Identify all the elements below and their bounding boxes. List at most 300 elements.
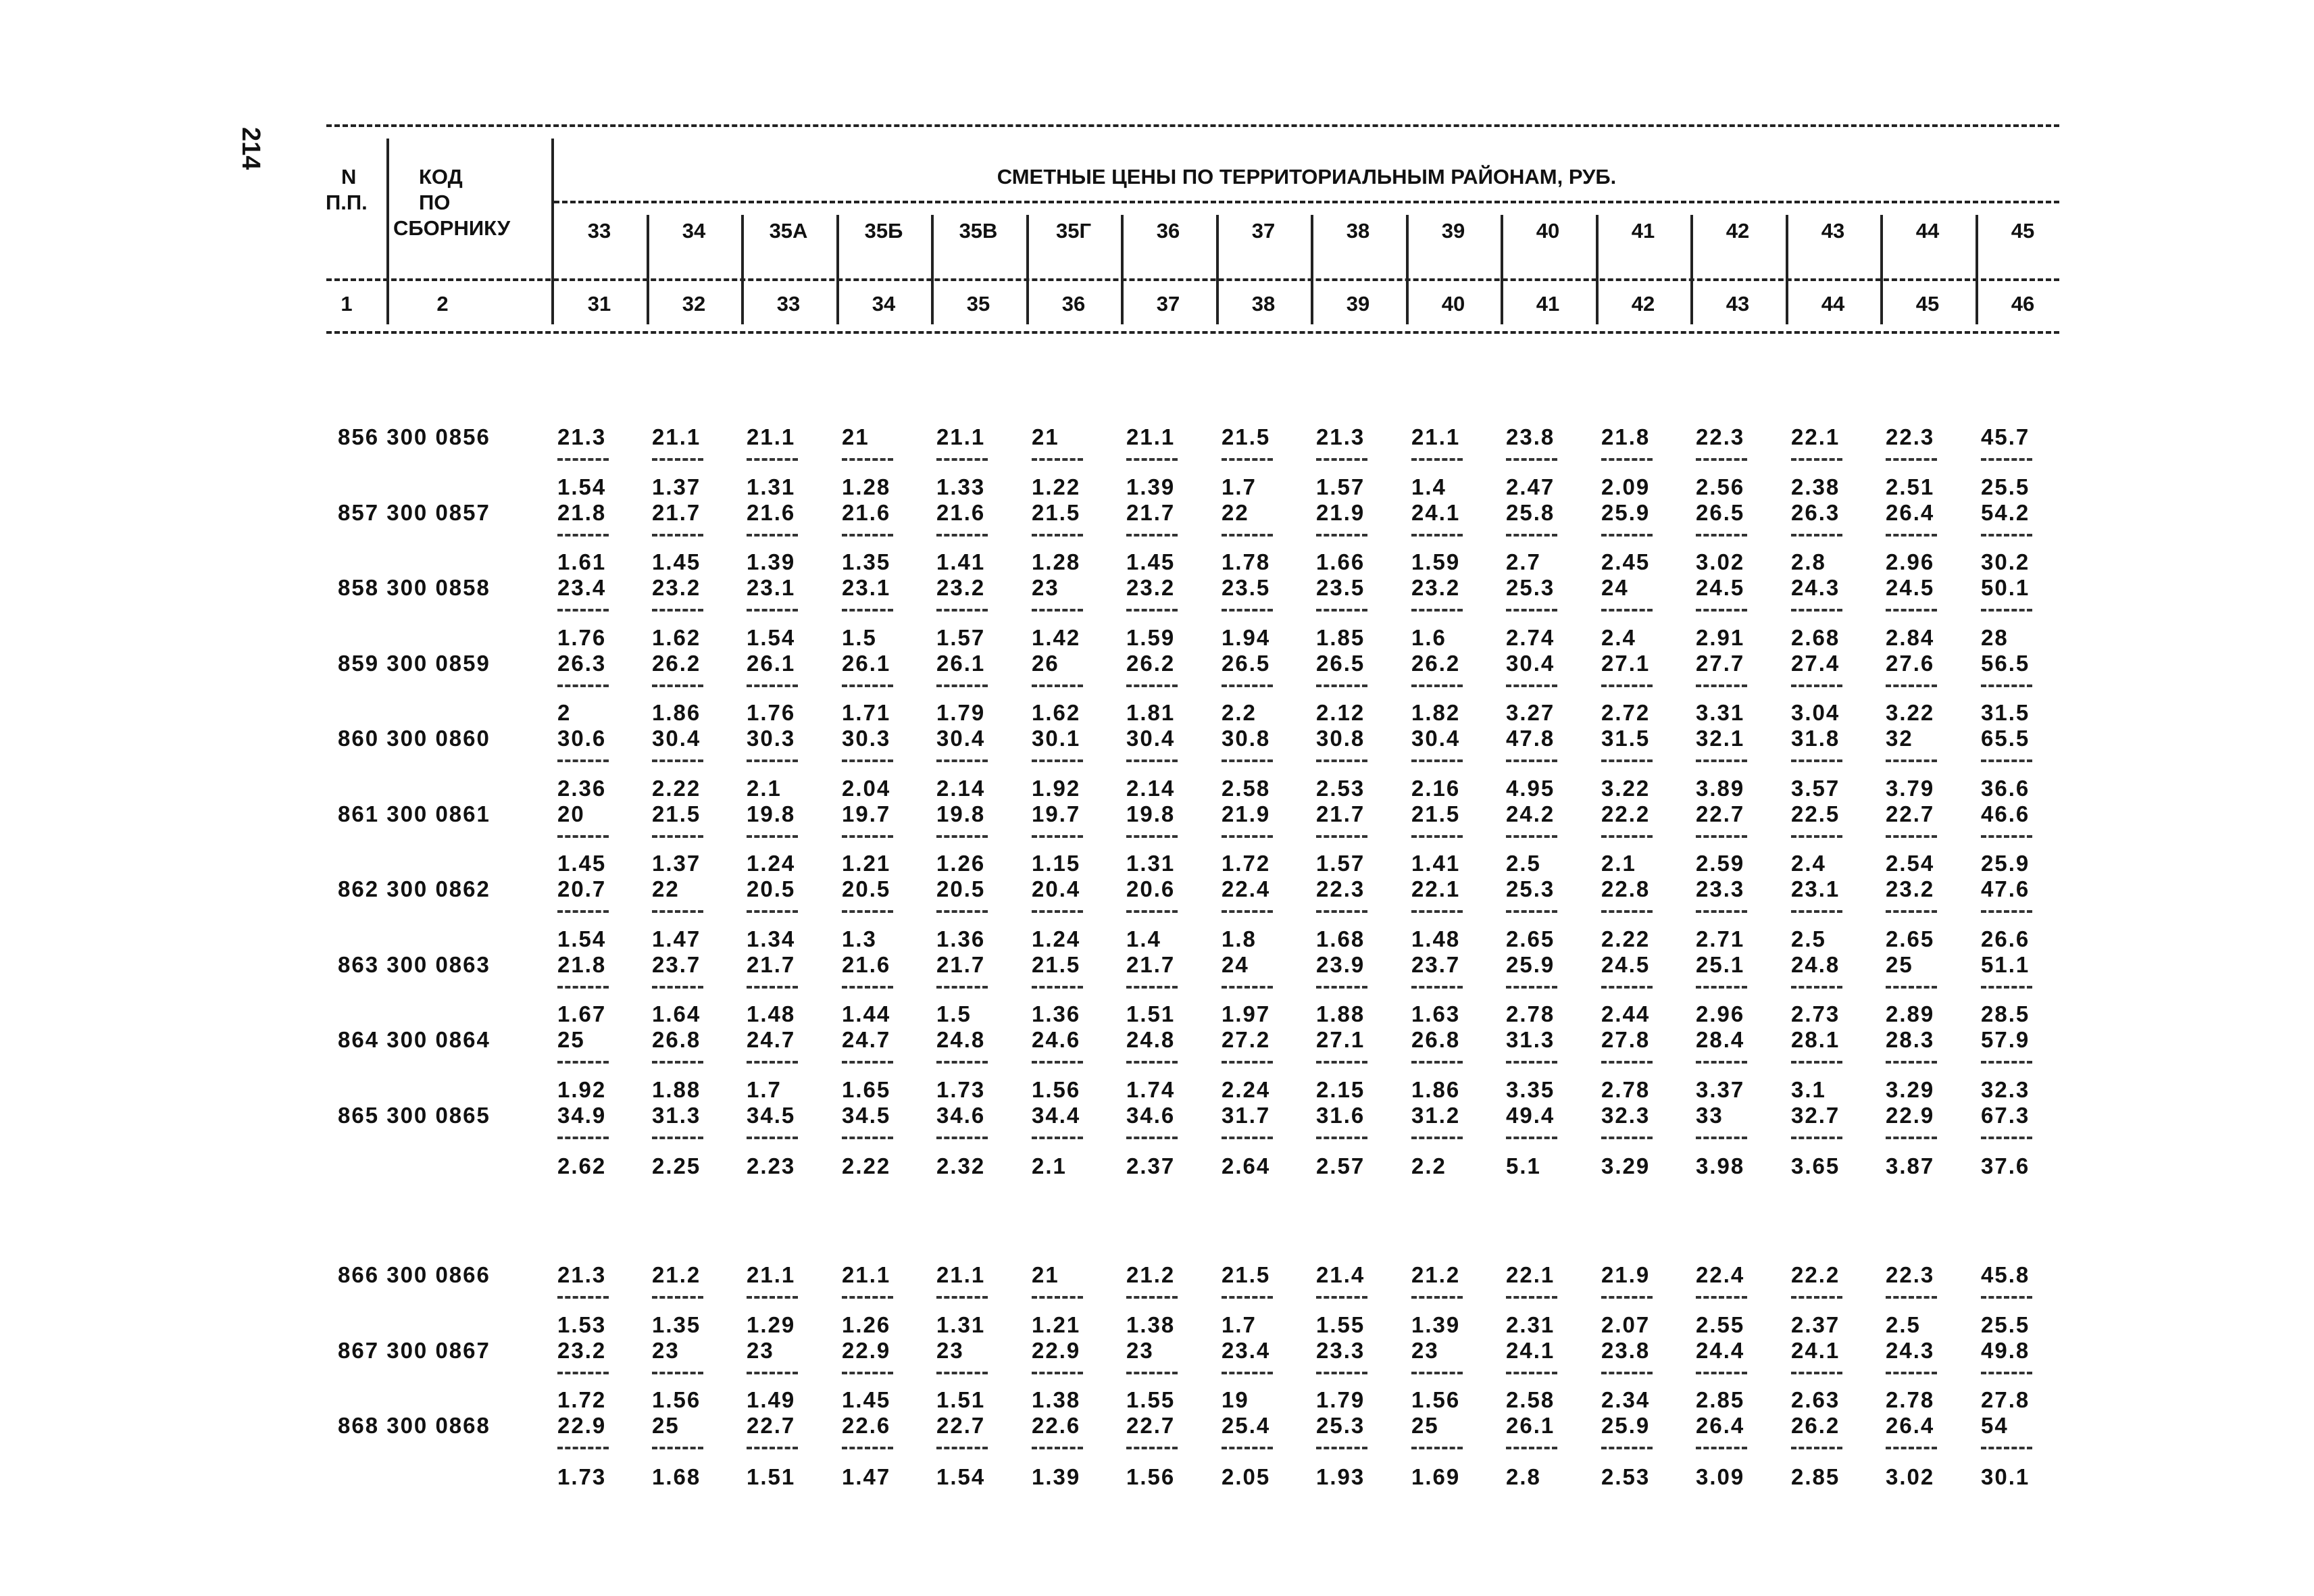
cell-value-upper: 1.45 <box>842 1387 891 1412</box>
cell-value-upper: 2.36 <box>557 775 607 801</box>
cell-value: 31.8 <box>1791 726 1840 751</box>
fraction-line <box>1506 609 1557 612</box>
cell-value-upper: 2.47 <box>1506 474 1555 499</box>
fraction-line <box>842 684 893 687</box>
cell-value-upper: 25.5 <box>1981 474 2030 499</box>
cell-value: 23 <box>747 1337 774 1363</box>
cell-value: 25.9 <box>1506 951 1555 977</box>
cell-value: 22.1 <box>1791 424 1840 449</box>
cell-value: 24.2 <box>1506 801 1555 826</box>
cell-value-last: 2.62 <box>557 1153 607 1178</box>
fraction-line <box>1886 910 1937 913</box>
fraction-line <box>1601 986 1653 989</box>
column-index: 39 <box>1346 292 1370 316</box>
cell-value-upper: 2.71 <box>1696 926 1745 951</box>
fraction-line <box>1411 534 1463 537</box>
fraction-line <box>1981 1372 2032 1374</box>
col-code-label: КОД <box>419 165 463 189</box>
cell-value-upper: 2.22 <box>1601 926 1651 951</box>
cell-value: 26.4 <box>1886 1413 1935 1438</box>
cell-value: 21.3 <box>557 1262 607 1287</box>
cell-value: 22.3 <box>1316 876 1365 901</box>
fraction-line <box>1222 1372 1273 1374</box>
cell-value: 23.9 <box>1316 951 1365 977</box>
fraction-line <box>1981 534 2032 537</box>
row-code: 868 300 0868 <box>338 1413 491 1438</box>
cell-value-upper: 1.41 <box>1411 851 1461 876</box>
cell-value: 31.6 <box>1316 1102 1365 1128</box>
row-code: 863 300 0863 <box>338 951 491 977</box>
cell-value-upper: 32.3 <box>1981 1076 2030 1102</box>
cell-value-upper: 1.42 <box>1032 624 1081 650</box>
fraction-line <box>1506 910 1557 913</box>
cell-value-upper: 3.89 <box>1696 775 1745 801</box>
cell-value: 22.3 <box>1886 424 1935 449</box>
cell-value: 22.7 <box>1696 801 1745 826</box>
fraction-line <box>747 1372 798 1374</box>
cell-value-last: 1.39 <box>1032 1464 1081 1489</box>
cell-value-upper: 1.33 <box>936 474 986 499</box>
cell-value: 26.1 <box>1506 1413 1555 1438</box>
cell-value: 45.8 <box>1981 1262 2030 1287</box>
fraction-line <box>1601 609 1653 612</box>
cell-value: 27.1 <box>1316 1027 1365 1052</box>
cell-value-upper: 1.59 <box>1411 549 1461 574</box>
fraction-line <box>842 1061 893 1064</box>
fraction-line <box>1222 986 1273 989</box>
fraction-line <box>1126 1137 1178 1139</box>
fraction-line <box>842 458 893 461</box>
cell-value: 23.2 <box>1886 876 1935 901</box>
fraction-line <box>1126 986 1178 989</box>
cell-value: 24.4 <box>1696 1337 1745 1363</box>
cell-value: 30.4 <box>1126 726 1176 751</box>
fraction-line <box>1316 1061 1367 1064</box>
header-separator <box>1786 215 1788 324</box>
fraction-line <box>936 609 988 612</box>
cell-value: 22.6 <box>1032 1413 1081 1438</box>
cell-value-upper: 1.62 <box>1032 700 1081 725</box>
cell-value-upper: 1.65 <box>842 1076 891 1102</box>
cell-value-upper: 4.95 <box>1506 775 1555 801</box>
cell-value: 26.3 <box>1791 499 1840 525</box>
fraction-line <box>1411 910 1463 913</box>
cell-value: 24.1 <box>1506 1337 1555 1363</box>
cell-value-upper: 2.78 <box>1601 1076 1651 1102</box>
cell-value: 20 <box>557 801 585 826</box>
cell-value-upper: 1.5 <box>936 1001 972 1026</box>
cell-value-last: 1.69 <box>1411 1464 1461 1489</box>
row-code: 867 300 0867 <box>338 1337 491 1363</box>
cell-value-upper: 1.35 <box>842 549 891 574</box>
fraction-line <box>747 609 798 612</box>
cell-value: 21.6 <box>842 951 891 977</box>
cell-value: 21.4 <box>1316 1262 1365 1287</box>
cell-value: 26.2 <box>1791 1413 1840 1438</box>
fraction-line <box>1886 1447 1937 1449</box>
fraction-line <box>1126 910 1178 913</box>
cell-value-last: 1.51 <box>747 1464 796 1489</box>
cell-value-upper: 1.68 <box>1316 926 1365 951</box>
column-index: 38 <box>1251 292 1276 316</box>
fraction-line <box>1506 458 1557 461</box>
fraction-line <box>747 1447 798 1449</box>
cell-value: 24.3 <box>1791 575 1840 600</box>
fraction-line <box>1411 684 1463 687</box>
cell-value-upper: 2.31 <box>1506 1312 1555 1337</box>
fraction-line <box>1791 534 1842 537</box>
cell-value: 22.3 <box>1696 424 1745 449</box>
fraction-line <box>652 1447 703 1449</box>
cell-value-upper: 1.76 <box>747 700 796 725</box>
cell-value: 27.8 <box>1601 1027 1651 1052</box>
cell-value-upper: 1.7 <box>1222 474 1257 499</box>
cell-value-upper: 3.31 <box>1696 700 1745 725</box>
fraction-line <box>1222 534 1273 537</box>
cell-value-upper: 1.21 <box>842 851 891 876</box>
cell-value: 26.8 <box>652 1027 701 1052</box>
district-label: 40 <box>1536 219 1560 243</box>
cell-value-upper: 28.5 <box>1981 1001 2030 1026</box>
cell-value-upper: 3.1 <box>1791 1076 1826 1102</box>
cell-value-upper: 25.9 <box>1981 851 2030 876</box>
fraction-line <box>557 1372 609 1374</box>
column-index: 36 <box>1061 292 1086 316</box>
cell-value: 21.9 <box>1222 801 1271 826</box>
cell-value-upper: 1.4 <box>1411 474 1447 499</box>
fraction-line <box>1981 458 2032 461</box>
cell-value-upper: 2.55 <box>1696 1312 1745 1337</box>
cell-value: 26.5 <box>1222 650 1271 676</box>
fraction-line <box>842 835 893 838</box>
header-separator <box>551 139 554 324</box>
cell-value: 49.4 <box>1506 1102 1555 1128</box>
cell-value-upper: 3.35 <box>1506 1076 1555 1102</box>
cell-value: 22.7 <box>936 1413 986 1438</box>
cell-value-upper: 2.89 <box>1886 1001 1935 1026</box>
fraction-line <box>1506 534 1557 537</box>
cell-value-upper: 1.54 <box>557 474 607 499</box>
cell-value: 32.3 <box>1601 1102 1651 1128</box>
header-separator <box>931 215 934 324</box>
cell-value: 24.6 <box>1032 1027 1081 1052</box>
cell-value-upper: 2.14 <box>1126 775 1176 801</box>
cell-value: 21.2 <box>1126 1262 1176 1287</box>
cell-value-last: 2.57 <box>1316 1153 1365 1178</box>
table-title: СМЕТНЫЕ ЦЕНЫ ПО ТЕРРИТОРИАЛЬНЫМ РАЙОНАМ, РУБ. <box>997 165 1617 189</box>
fraction-line <box>1222 910 1273 913</box>
cell-value: 33 <box>1696 1102 1724 1128</box>
cell-value: 21 <box>1032 1262 1059 1287</box>
cell-value-upper: 1.62 <box>652 624 701 650</box>
fraction-line <box>1791 684 1842 687</box>
fraction-line <box>557 1447 609 1449</box>
fraction-line <box>1411 1137 1463 1139</box>
fraction-line <box>1791 910 1842 913</box>
fraction-line <box>1981 1137 2032 1139</box>
cell-value: 24.5 <box>1886 575 1935 600</box>
fraction-line <box>1981 986 2032 989</box>
fraction-line <box>1601 458 1653 461</box>
district-label: 35В <box>959 219 998 243</box>
header-separator <box>1026 215 1029 324</box>
fraction-line <box>1506 986 1557 989</box>
cell-value-upper: 1.86 <box>652 700 701 725</box>
cell-value: 25.9 <box>1601 1413 1651 1438</box>
cell-value-upper: 28 <box>1981 624 2009 650</box>
cell-value: 21.3 <box>1316 424 1365 449</box>
cell-value-upper: 1.48 <box>1411 926 1461 951</box>
cell-value-upper: 2.16 <box>1411 775 1461 801</box>
cell-value: 24.7 <box>842 1027 891 1052</box>
fraction-line <box>1696 1061 1747 1064</box>
cell-value: 46.6 <box>1981 801 2030 826</box>
cell-value-last: 2.37 <box>1126 1153 1176 1178</box>
fraction-line <box>1411 759 1463 762</box>
fraction-line <box>1696 1137 1747 1139</box>
column-index: 42 <box>1631 292 1655 316</box>
cell-value: 23.4 <box>1222 1337 1271 1363</box>
fraction-line <box>1032 458 1083 461</box>
cell-value-upper: 1.28 <box>842 474 891 499</box>
cell-value-upper: 1.56 <box>652 1387 701 1412</box>
fraction-line <box>842 1137 893 1139</box>
cell-value: 21.5 <box>1032 499 1081 525</box>
cell-value: 21.7 <box>1126 499 1176 525</box>
cell-value-upper: 2.58 <box>1222 775 1271 801</box>
cell-value-upper: 2.84 <box>1886 624 1935 650</box>
cell-value: 30.1 <box>1032 726 1081 751</box>
cell-value-last: 3.87 <box>1886 1153 1935 1178</box>
cell-value: 21.1 <box>936 1262 986 1287</box>
cell-value-upper: 1.94 <box>1222 624 1271 650</box>
cell-value: 30.4 <box>1506 650 1555 676</box>
cell-value: 22.7 <box>1886 801 1935 826</box>
cell-value-upper: 2.22 <box>652 775 701 801</box>
fraction-line <box>1791 609 1842 612</box>
fraction-line <box>1506 1296 1557 1299</box>
cell-value: 26.8 <box>1411 1027 1461 1052</box>
cell-value: 23 <box>652 1337 680 1363</box>
cell-value-upper: 1.55 <box>1126 1387 1176 1412</box>
cell-value: 20.4 <box>1032 876 1081 901</box>
fraction-line <box>1791 1137 1842 1139</box>
cell-value: 26.2 <box>1126 650 1176 676</box>
cell-value-upper: 2.7 <box>1506 549 1541 574</box>
cell-value: 28.1 <box>1791 1027 1840 1052</box>
cell-value-upper: 1.51 <box>1126 1001 1176 1026</box>
cell-value: 21.5 <box>1032 951 1081 977</box>
fraction-line <box>1601 835 1653 838</box>
cell-value-upper: 2.8 <box>1791 549 1826 574</box>
cell-value-upper: 1.64 <box>652 1001 701 1026</box>
row-code: 859 300 0859 <box>338 650 491 676</box>
cell-value-upper: 2.91 <box>1696 624 1745 650</box>
cell-value: 25.3 <box>1506 575 1555 600</box>
fraction-line <box>1032 910 1083 913</box>
cell-value: 22.4 <box>1222 876 1271 901</box>
fraction-line <box>1411 1061 1463 1064</box>
cell-value: 24.8 <box>1126 1027 1176 1052</box>
fraction-line <box>652 458 703 461</box>
cell-value-upper: 2.74 <box>1506 624 1555 650</box>
cell-value: 28.4 <box>1696 1027 1745 1052</box>
cell-value: 26.1 <box>747 650 796 676</box>
cell-value-upper: 1.85 <box>1316 624 1365 650</box>
fraction-line <box>1696 1447 1747 1449</box>
cell-value-upper: 1.21 <box>1032 1312 1081 1337</box>
fraction-line <box>1696 684 1747 687</box>
cell-value-upper: 2.1 <box>1601 851 1636 876</box>
cell-value: 21 <box>1032 424 1059 449</box>
cell-value-upper: 1.39 <box>1411 1312 1461 1337</box>
cell-value-last: 2.25 <box>652 1153 701 1178</box>
fraction-line <box>936 910 988 913</box>
fraction-line <box>557 986 609 989</box>
cell-value-upper: 1.26 <box>842 1312 891 1337</box>
fraction-line <box>936 684 988 687</box>
fraction-line <box>1032 1137 1083 1139</box>
fraction-line <box>1126 534 1178 537</box>
cell-value: 26 <box>1032 650 1059 676</box>
header-sub-rule <box>326 278 2059 281</box>
fraction-line <box>652 910 703 913</box>
cell-value: 19.8 <box>747 801 796 826</box>
cell-value-last: 1.73 <box>557 1464 607 1489</box>
cell-value-last: 37.6 <box>1981 1153 2030 1178</box>
fraction-line <box>1316 910 1367 913</box>
cell-value: 34.5 <box>842 1102 891 1128</box>
cell-value: 26.3 <box>557 650 607 676</box>
fraction-line <box>1222 609 1273 612</box>
fraction-line <box>557 684 609 687</box>
fraction-line <box>652 534 703 537</box>
cell-value-upper: 1.88 <box>652 1076 701 1102</box>
header-separator <box>741 215 744 324</box>
cell-value: 24.5 <box>1696 575 1745 600</box>
cell-value-upper: 1.5 <box>842 624 877 650</box>
cell-value-upper: 1.37 <box>652 474 701 499</box>
cell-value: 21.1 <box>1411 424 1461 449</box>
cell-value-upper: 2.63 <box>1791 1387 1840 1412</box>
fraction-line <box>1981 684 2032 687</box>
cell-value: 47.6 <box>1981 876 2030 901</box>
cell-value: 23 <box>936 1337 964 1363</box>
cell-value-upper: 1.29 <box>747 1312 796 1337</box>
cell-value: 27.7 <box>1696 650 1745 676</box>
fraction-line <box>1791 835 1842 838</box>
cell-value: 25 <box>1411 1413 1439 1438</box>
fraction-line <box>1032 986 1083 989</box>
cell-value: 30.6 <box>557 726 607 751</box>
cell-value-upper: 1.71 <box>842 700 891 725</box>
fraction-line <box>1506 835 1557 838</box>
cell-value: 23.7 <box>652 951 701 977</box>
page-number: 214 <box>236 127 265 170</box>
cell-value: 19.8 <box>1126 801 1176 826</box>
cell-value-upper: 1.53 <box>557 1312 607 1337</box>
fraction-line <box>936 458 988 461</box>
cell-value-upper: 3.37 <box>1696 1076 1745 1102</box>
cell-value-upper: 1.92 <box>557 1076 607 1102</box>
cell-value-upper: 1.57 <box>1316 851 1365 876</box>
cell-value: 56.5 <box>1981 650 2030 676</box>
fraction-line <box>1696 1296 1747 1299</box>
cell-value-upper: 1.72 <box>557 1387 607 1412</box>
fraction-line <box>1506 684 1557 687</box>
cell-value: 21.7 <box>652 499 701 525</box>
fraction-line <box>1886 835 1937 838</box>
cell-value-upper: 27.8 <box>1981 1387 2030 1412</box>
fraction-line <box>1981 759 2032 762</box>
cell-value: 23.1 <box>747 575 796 600</box>
row-code: 860 300 0860 <box>338 726 491 751</box>
fraction-line <box>1506 1061 1557 1064</box>
fraction-line <box>936 759 988 762</box>
district-label: 41 <box>1631 219 1655 243</box>
cell-value: 21.5 <box>1222 1262 1271 1287</box>
cell-value-upper: 1.7 <box>1222 1312 1257 1337</box>
cell-value-upper: 1.88 <box>1316 1001 1365 1026</box>
cell-value-upper: 1.74 <box>1126 1076 1176 1102</box>
cell-value: 34.6 <box>1126 1102 1176 1128</box>
fraction-line <box>1886 1372 1937 1374</box>
cell-value: 47.8 <box>1506 726 1555 751</box>
district-label: 38 <box>1346 219 1370 243</box>
cell-value-upper: 1.56 <box>1411 1387 1461 1412</box>
cell-value-upper: 30.2 <box>1981 549 2030 574</box>
cell-value: 26.1 <box>842 650 891 676</box>
cell-value: 54 <box>1981 1413 2009 1438</box>
fraction-line <box>747 835 798 838</box>
cell-value: 26.4 <box>1886 499 1935 525</box>
cell-value-upper: 3.22 <box>1886 700 1935 725</box>
cell-value-upper: 2.12 <box>1316 700 1365 725</box>
cell-value: 20.5 <box>936 876 986 901</box>
cell-value: 23.2 <box>652 575 701 600</box>
fraction-line <box>936 1296 988 1299</box>
fraction-line <box>1316 609 1367 612</box>
cell-value: 23.5 <box>1222 575 1271 600</box>
cell-value: 34.4 <box>1032 1102 1081 1128</box>
cell-value-upper: 1.31 <box>1126 851 1176 876</box>
row-code: 866 300 0866 <box>338 1262 491 1287</box>
cell-value: 21.7 <box>1126 951 1176 977</box>
cell-value: 22.8 <box>1601 876 1651 901</box>
cell-value: 30.4 <box>1411 726 1461 751</box>
fraction-line <box>1696 910 1747 913</box>
col-code-label-2: ПО <box>419 191 451 214</box>
fraction-line <box>652 986 703 989</box>
cell-value-upper: 36.6 <box>1981 775 2030 801</box>
cell-value: 30.3 <box>747 726 796 751</box>
cell-value: 23.2 <box>557 1337 607 1363</box>
header-separator <box>1216 215 1219 324</box>
fraction-line <box>1032 1296 1083 1299</box>
column-index: 41 <box>1536 292 1560 316</box>
cell-value: 25 <box>557 1027 585 1052</box>
fraction-line <box>1886 759 1937 762</box>
fraction-line <box>1222 1137 1273 1139</box>
cell-value-upper: 2.04 <box>842 775 891 801</box>
cell-value: 24.7 <box>747 1027 796 1052</box>
cell-value: 27.4 <box>1791 650 1840 676</box>
cell-value-upper: 2.73 <box>1791 1001 1840 1026</box>
fraction-line <box>1696 835 1747 838</box>
fraction-line <box>1696 609 1747 612</box>
index-2: 2 <box>436 292 449 316</box>
cell-value-upper: 1.82 <box>1411 700 1461 725</box>
